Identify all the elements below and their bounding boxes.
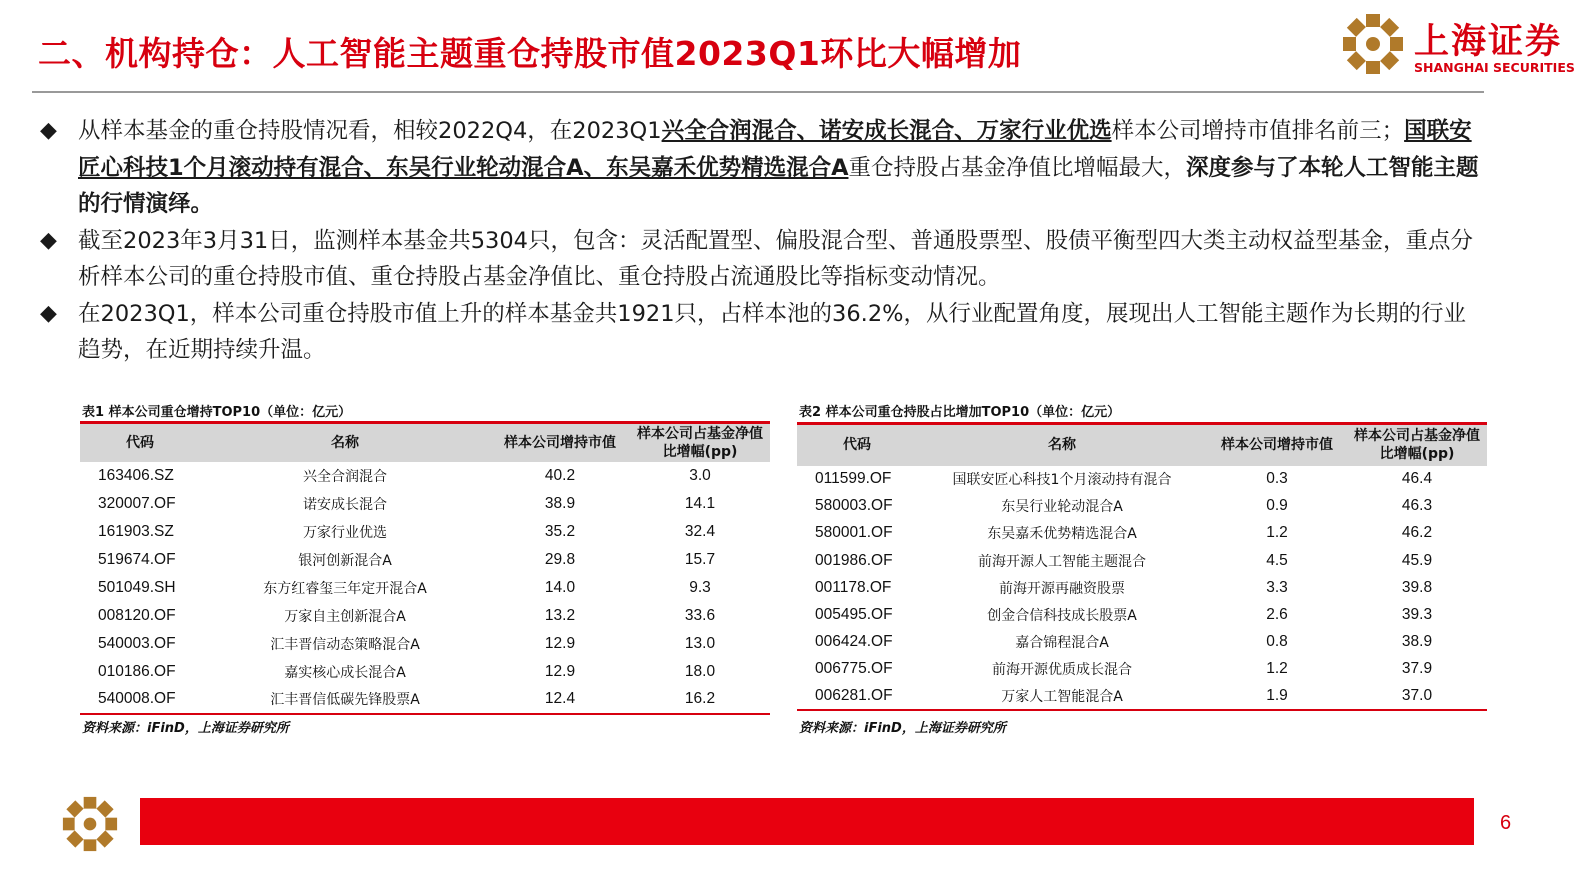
table1-header-code: 代码 <box>80 423 200 462</box>
table1-name-cell: 万家行业优选 <box>303 524 387 541</box>
table-row <box>797 656 1487 683</box>
brand-name: 上海证券 <box>1414 22 1563 62</box>
table1-code-cell: 540003.OF <box>98 634 176 652</box>
table2-name-cell: 东吴行业轮动混合A <box>1001 499 1123 516</box>
table-row <box>797 466 1487 493</box>
header-divider <box>32 91 1484 93</box>
diamond-bullet-icon: ◆ <box>40 118 57 143</box>
table-row <box>80 518 770 546</box>
table1-code-cell: 163406.SZ <box>98 466 174 484</box>
table-row <box>80 630 770 658</box>
table1-name-cell: 东方红睿玺三年定开混合A <box>263 580 427 597</box>
table2-header-name: 名称 <box>917 424 1207 466</box>
page-number: 6 <box>1500 812 1512 834</box>
table2-ratio-cell: 46.4 <box>1401 470 1433 488</box>
table2-code-cell: 001178.OF <box>815 578 892 596</box>
table1-value-cell: 12.9 <box>544 634 576 652</box>
table2-name-cell: 万家人工智能混合A <box>917 683 1207 710</box>
table1-value-cell: 13.2 <box>544 606 576 624</box>
table2-ratio-cell: 46.2 <box>1401 524 1433 542</box>
bullet-item-1 <box>40 113 1480 223</box>
table2-name-cell: 国联安匠心科技1个月滚动持有混合 <box>952 472 1172 489</box>
table1-ratio-cell: 14.1 <box>684 494 716 512</box>
table1-code-cell: 519674.OF <box>98 550 176 568</box>
table-row <box>797 601 1487 628</box>
table1-value-cell: 35.2 <box>544 522 576 540</box>
table2-value-cell: 4.5 <box>1266 551 1288 569</box>
table-row <box>797 683 1487 710</box>
table1-code-cell: 320007.OF <box>98 494 176 512</box>
brand-subtitle: SHANGHAI SECURITIES <box>1414 60 1575 75</box>
table1-code-cell: 008120.OF <box>98 606 176 624</box>
table2-code-cell: 006281.OF <box>797 683 917 710</box>
table1-value-cell: 29.8 <box>544 550 576 568</box>
bullet-item-2 <box>40 223 1480 296</box>
table2-ratio-cell: 38.9 <box>1401 633 1433 651</box>
table2-ratio-cell: 37.0 <box>1347 683 1487 710</box>
table1-value-cell: 14.0 <box>544 578 576 596</box>
bullet-1-text-b: 样本公司增持市值排名前三； <box>1111 118 1405 144</box>
table1-value-cell: 12.9 <box>544 662 576 680</box>
table2-ratio-cell: 39.8 <box>1401 578 1433 596</box>
table2-ratio-cell: 39.3 <box>1401 606 1433 624</box>
table2-value-cell: 0.3 <box>1266 470 1288 488</box>
shanghai-securities-emblem-icon <box>1342 13 1404 75</box>
table-row <box>797 520 1487 547</box>
table2-ratio-cell: 46.3 <box>1401 497 1433 515</box>
table1-header-ratio: 样本公司占基金净值比增幅(pp) <box>630 423 770 462</box>
table1-name-cell: 万家自主创新混合A <box>284 608 406 625</box>
table2-value-cell: 1.2 <box>1266 660 1288 678</box>
table2-value-cell: 3.3 <box>1266 578 1288 596</box>
table-row <box>797 629 1487 656</box>
table1-code-cell: 540008.OF <box>80 686 200 714</box>
table2-code-cell: 580001.OF <box>815 524 893 542</box>
table1-header-value: 样本公司增持市值 <box>490 423 630 462</box>
table2-ratio-cell: 37.9 <box>1401 660 1433 678</box>
table1-ratio-cell: 13.0 <box>684 634 716 652</box>
table2-header-code: 代码 <box>797 424 917 466</box>
table1-caption: 表1 样本公司重仓增持TOP10（单位：亿元） <box>82 405 352 420</box>
bullet-3-text: 在2023Q1，样本公司重仓持股市值上升的样本基金共1921只，占样本池的36.2%，从行业配置角度，展现出人工智能主题作为长期的行业趋势，在近期持续升温。 <box>78 300 1467 363</box>
table2-code-cell: 001986.OF <box>815 551 893 569</box>
table1-ratio-cell: 3.0 <box>689 466 711 484</box>
table2-code-cell: 005495.OF <box>815 606 893 624</box>
table-row <box>80 686 770 714</box>
table2-value-cell: 0.9 <box>1266 497 1288 515</box>
table1-code-cell: 010186.OF <box>98 662 176 680</box>
table1-value-cell: 38.9 <box>544 494 576 512</box>
bullet-2-text: 截至2023年3月31日，监测样本基金共5304只，包含：灵活配置型、偏股混合型、普通股票型、股债平衡型四大类主动权益型基金，重点分析样本公司的重仓持股市值、重仓持股占基金净值比、重仓持股占流通股比等指标变动情况。 <box>78 227 1473 290</box>
table1-ratio-cell: 15.7 <box>684 550 716 568</box>
table-row <box>80 462 770 490</box>
table2-name-cell: 东吴嘉禾优势精选混合A <box>987 526 1137 543</box>
table2-value-cell: 1.2 <box>1266 524 1288 542</box>
bullet-1-highlight-funds: 兴全合润混合、诺安成长混合、万家行业优选 <box>661 118 1112 144</box>
table2-name-cell: 嘉合锦程混合A <box>1015 635 1109 652</box>
bullet-1-conclusion: 深度参与了本轮人工智能主题的行情演绎。 <box>78 154 1479 217</box>
table2-name-cell: 前海开源人工智能主题混合 <box>978 553 1146 570</box>
table1-value-cell: 12.4 <box>490 686 630 714</box>
table2-value-cell: 0.8 <box>1266 633 1288 651</box>
diamond-bullet-icon: ◆ <box>40 227 57 253</box>
table-row <box>80 546 770 574</box>
table2-code-cell: 580003.OF <box>815 497 893 515</box>
table1 <box>80 421 770 715</box>
table2-ratio-cell: 45.9 <box>1401 551 1433 569</box>
table-row <box>80 658 770 686</box>
table2-header-row <box>797 424 1487 466</box>
table2-code-cell: 006775.OF <box>815 660 893 678</box>
table1-name-cell: 诺安成长混合 <box>303 496 387 513</box>
table1-name-cell: 嘉实核心成长混合A <box>284 664 406 681</box>
table1-code-cell: 161903.SZ <box>98 522 174 540</box>
table-row <box>797 493 1487 520</box>
table2-name-cell: 前海开源优质成长混合 <box>992 662 1132 679</box>
table1-ratio-cell: 16.2 <box>630 686 770 714</box>
table2-value-cell: 2.6 <box>1266 606 1288 624</box>
table1-name-cell: 银河创新混合A <box>298 552 392 569</box>
table1-ratio-cell: 33.6 <box>684 606 716 624</box>
bullet-1-text-a: 从样本基金的重仓持股情况看，相较2022Q4，在2023Q1 <box>78 118 662 144</box>
table-row <box>797 574 1487 601</box>
table2-header-ratio: 样本公司占基金净值比增幅(pp) <box>1347 424 1487 466</box>
shanghai-securities-emblem-icon <box>62 796 118 852</box>
table2-value-cell: 1.9 <box>1207 683 1347 710</box>
table-row <box>80 602 770 630</box>
table1-name-cell: 兴全合润混合 <box>303 468 387 485</box>
table2-code-cell: 011599.OF <box>815 470 892 488</box>
table2-caption: 表2 样本公司重仓持股占比增加TOP10（单位：亿元） <box>799 405 1121 420</box>
table2-header-value: 样本公司增持市值 <box>1207 424 1347 466</box>
table-row <box>80 490 770 518</box>
table2-code-cell: 006424.OF <box>815 633 893 651</box>
table1-name-cell: 汇丰晋信动态策略混合A <box>270 636 420 653</box>
footer-bar <box>140 798 1474 845</box>
table2 <box>797 422 1487 711</box>
table1-name-cell: 汇丰晋信低碳先锋股票A <box>200 686 490 714</box>
table2-name-cell: 前海开源再融资股票 <box>999 580 1125 597</box>
table1-header-name: 名称 <box>200 423 490 462</box>
bullet-1-text-c: 重仓持股占基金净值比增幅最大， <box>848 154 1186 181</box>
page-title: 二、机构持仓：人工智能主题重仓持股市值2023Q1环比大幅增加 <box>38 34 1022 73</box>
bullet-1-highlight-funds-2: 国联安匠心科技1个月滚动持有混合、东吴行业轮动混合A、东吴嘉禾优势精选混合A <box>78 118 1472 181</box>
table-row <box>797 547 1487 574</box>
table2-name-cell: 创金合信科技成长股票A <box>987 608 1137 625</box>
table1-ratio-cell: 18.0 <box>684 662 716 680</box>
table1-source: 资料来源：iFinD，上海证券研究所 <box>82 721 289 736</box>
table-row <box>80 574 770 602</box>
table1-ratio-cell: 9.3 <box>689 578 711 596</box>
bullet-list <box>40 113 1480 369</box>
brand-logo <box>1340 10 1580 80</box>
table1-value-cell: 40.2 <box>544 466 576 484</box>
table1-ratio-cell: 32.4 <box>684 522 716 540</box>
diamond-bullet-icon: ◆ <box>40 300 57 326</box>
table2-source: 资料来源：iFinD，上海证券研究所 <box>799 721 1006 736</box>
bullet-item-3 <box>40 296 1480 369</box>
table1-header-row <box>80 423 770 462</box>
table1-code-cell: 501049.SH <box>98 578 176 596</box>
